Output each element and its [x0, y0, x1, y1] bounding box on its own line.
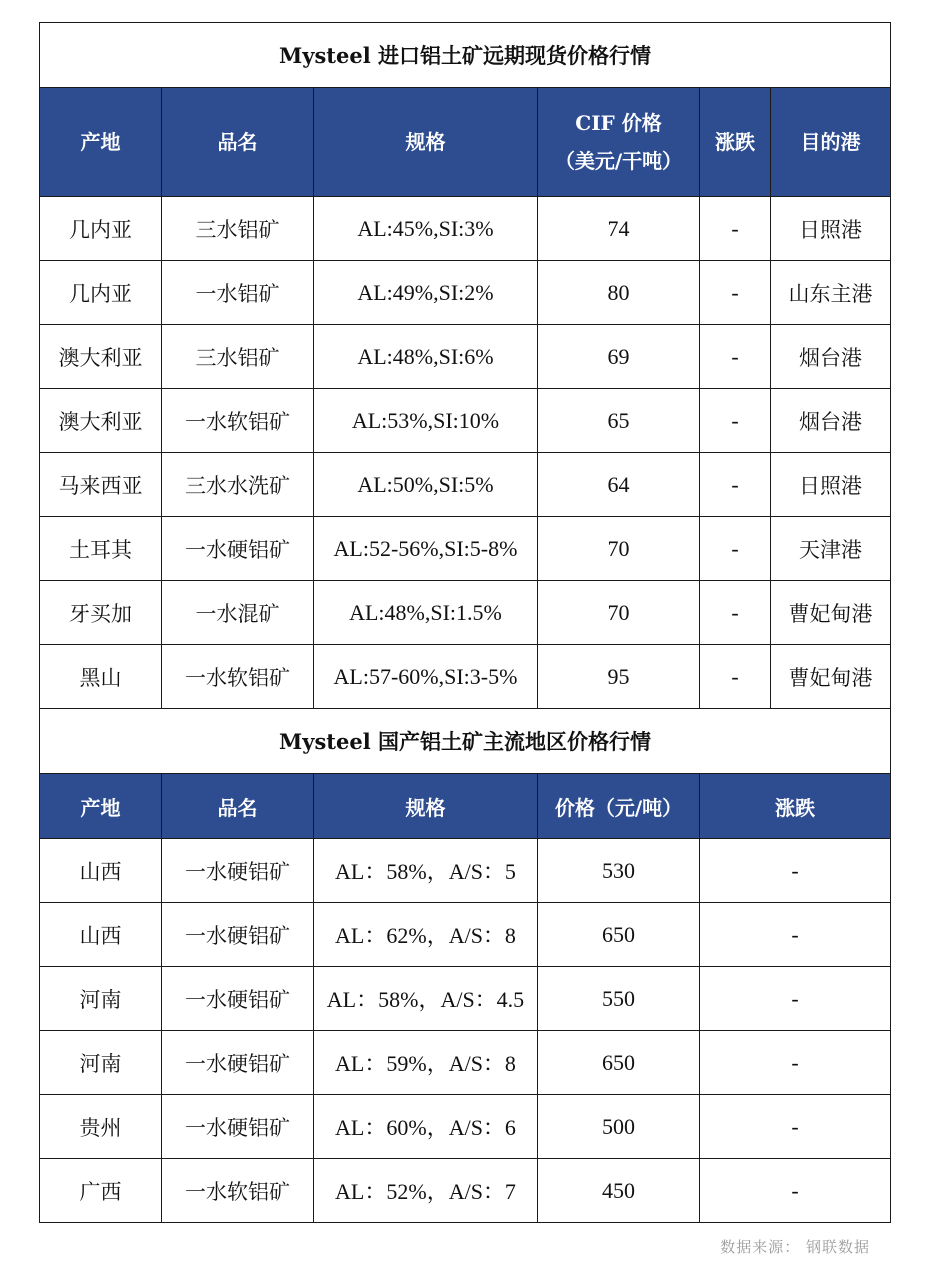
header-spec: 规格 — [314, 88, 538, 197]
cell-spec: AL:57-60%,SI:3-5% — [314, 645, 538, 709]
cell-spec: AL：62%，A/S：8 — [314, 903, 538, 967]
cell-origin: 几内亚 — [40, 197, 162, 261]
header-product: 品名 — [162, 774, 314, 839]
table-row — [40, 967, 891, 1031]
cell-price: 530 — [538, 839, 700, 903]
cell-price: 69 — [538, 325, 700, 389]
header-port: 目的港 — [771, 88, 891, 197]
table-row — [40, 517, 891, 581]
header-cif-price — [538, 88, 700, 197]
header-price: 价格（元/吨） — [538, 774, 700, 839]
cell-change: - — [700, 645, 771, 709]
cell-product: 三水水洗矿 — [162, 453, 314, 517]
cell-spec: AL：58%，A/S：4.5 — [314, 967, 538, 1031]
section1-header-row — [40, 88, 891, 197]
cell-price: 65 — [538, 389, 700, 453]
cell-spec: AL：52%，A/S：7 — [314, 1159, 538, 1223]
cell-port: 日照港 — [771, 453, 891, 517]
cell-product: 一水硬铝矿 — [162, 839, 314, 903]
cell-change: - — [700, 967, 891, 1031]
cell-spec: AL:52-56%,SI:5-8% — [314, 517, 538, 581]
cell-port: 曹妃甸港 — [771, 581, 891, 645]
cell-price: 74 — [538, 197, 700, 261]
cell-port: 山东主港 — [771, 261, 891, 325]
cell-price: 95 — [538, 645, 700, 709]
cell-spec: AL:48%,SI:6% — [314, 325, 538, 389]
cell-product: 一水硬铝矿 — [162, 1095, 314, 1159]
cell-product: 三水铝矿 — [162, 197, 314, 261]
cell-origin: 牙买加 — [40, 581, 162, 645]
header-spec: 规格 — [314, 774, 538, 839]
cell-spec: AL:48%,SI:1.5% — [314, 581, 538, 645]
cell-price: 450 — [538, 1159, 700, 1223]
cell-price: 650 — [538, 1031, 700, 1095]
cell-origin: 广西 — [40, 1159, 162, 1223]
cell-spec: AL：59%，A/S：8 — [314, 1031, 538, 1095]
cell-change: - — [700, 453, 771, 517]
section1-title: Mysteel 进口铝土矿远期现货价格行情 — [40, 23, 891, 88]
table-row — [40, 1159, 891, 1223]
table-row — [40, 1031, 891, 1095]
cell-product: 一水铝矿 — [162, 261, 314, 325]
section2-header-row — [40, 774, 891, 839]
cell-price: 70 — [538, 581, 700, 645]
cell-change: - — [700, 1095, 891, 1159]
cell-product: 一水硬铝矿 — [162, 967, 314, 1031]
cell-origin: 几内亚 — [40, 261, 162, 325]
cell-origin: 贵州 — [40, 1095, 162, 1159]
cell-product: 一水软铝矿 — [162, 389, 314, 453]
cell-port: 日照港 — [771, 197, 891, 261]
cell-change: - — [700, 839, 891, 903]
table-row — [40, 389, 891, 453]
cell-product: 三水铝矿 — [162, 325, 314, 389]
cell-origin: 河南 — [40, 967, 162, 1031]
section1-title-row — [40, 23, 891, 88]
cell-price: 550 — [538, 967, 700, 1031]
cell-spec: AL：60%，A/S：6 — [314, 1095, 538, 1159]
table-row — [40, 839, 891, 903]
cell-origin: 澳大利亚 — [40, 389, 162, 453]
cell-change: - — [700, 261, 771, 325]
table-row — [40, 581, 891, 645]
cell-price: 80 — [538, 261, 700, 325]
table-row — [40, 1095, 891, 1159]
table-row — [40, 453, 891, 517]
cell-product: 一水硬铝矿 — [162, 1031, 314, 1095]
header-change: 涨跌 — [700, 774, 891, 839]
cell-port: 烟台港 — [771, 389, 891, 453]
table-row — [40, 325, 891, 389]
cell-origin: 土耳其 — [40, 517, 162, 581]
cell-price: 500 — [538, 1095, 700, 1159]
cell-price: 70 — [538, 517, 700, 581]
cell-spec: AL：58%，A/S：5 — [314, 839, 538, 903]
section2-title: Mysteel 国产铝土矿主流地区价格行情 — [40, 709, 891, 774]
cell-spec: AL:45%,SI:3% — [314, 197, 538, 261]
header-cif-price-unit: （美元/干吨） — [554, 149, 683, 173]
table-row — [40, 645, 891, 709]
cell-change: - — [700, 903, 891, 967]
header-change: 涨跌 — [700, 88, 771, 197]
cell-origin: 山西 — [40, 839, 162, 903]
table-row — [40, 261, 891, 325]
cell-price: 64 — [538, 453, 700, 517]
price-table — [39, 22, 891, 1223]
cell-change: - — [700, 389, 771, 453]
cell-origin: 马来西亚 — [40, 453, 162, 517]
cell-product: 一水软铝矿 — [162, 1159, 314, 1223]
header-cif-price-label: CIF 价格 — [575, 111, 662, 135]
section2-title-row — [40, 709, 891, 774]
cell-change: - — [700, 581, 771, 645]
table-row — [40, 197, 891, 261]
cell-origin: 澳大利亚 — [40, 325, 162, 389]
cell-price: 650 — [538, 903, 700, 967]
cell-origin: 黑山 — [40, 645, 162, 709]
cell-spec: AL:49%,SI:2% — [314, 261, 538, 325]
header-origin: 产地 — [40, 774, 162, 839]
data-source-note: 数据来源： 钢联数据 — [720, 1238, 870, 1256]
header-origin: 产地 — [40, 88, 162, 197]
cell-change: - — [700, 1159, 891, 1223]
cell-change: - — [700, 197, 771, 261]
cell-change: - — [700, 517, 771, 581]
cell-port: 天津港 — [771, 517, 891, 581]
cell-product: 一水硬铝矿 — [162, 903, 314, 967]
cell-product: 一水硬铝矿 — [162, 517, 314, 581]
cell-product: 一水软铝矿 — [162, 645, 314, 709]
table-row — [40, 903, 891, 967]
cell-origin: 河南 — [40, 1031, 162, 1095]
cell-port: 曹妃甸港 — [771, 645, 891, 709]
cell-spec: AL:53%,SI:10% — [314, 389, 538, 453]
header-product: 品名 — [162, 88, 314, 197]
cell-change: - — [700, 325, 771, 389]
cell-spec: AL:50%,SI:5% — [314, 453, 538, 517]
cell-product: 一水混矿 — [162, 581, 314, 645]
cell-change: - — [700, 1031, 891, 1095]
cell-origin: 山西 — [40, 903, 162, 967]
cell-port: 烟台港 — [771, 325, 891, 389]
